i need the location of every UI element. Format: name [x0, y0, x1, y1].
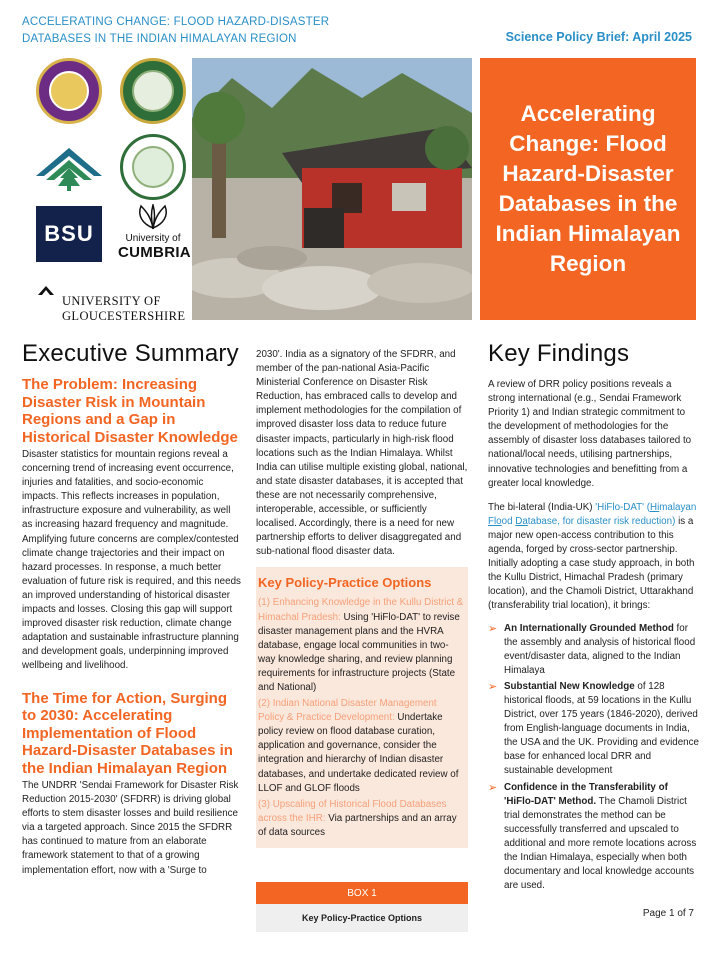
middle-column	[256, 348, 468, 848]
findings-p2-rest: is a major new open-access contribution to this agenda, forged by cross-sector partnership. Initially adopting a case study approach, in both the Kullu District, Himachal Pradesh (primary location), and the Chamoli District, Uttarakhand (transferability trial location), it brings:	[488, 515, 695, 612]
policy-item-title: Enhancing Knowledge in the Kullu District & Himachal Pradesh:	[258, 597, 464, 623]
page-number: Page 1 of 7	[642, 908, 694, 919]
header-brief-date: Science Policy Brief: April 2025	[505, 30, 692, 44]
main-title: Accelerating Change: Flood Hazard-Disaster Databases in the Indian Himalayan Region	[495, 101, 681, 276]
list-item	[488, 781, 700, 894]
header-line-1: ACCELERATING CHANGE: FLOOD HAZARD-DISASTER	[22, 16, 330, 28]
finding-text: of 128 historical floods, at 59 locations in the Kullu District, over 175 years (1846-2020), derived from English-language documents in India, the USA and the UK. Providing and evidence base for enhanced local DRR and sustainable development	[504, 680, 699, 777]
finding-title: Substantial New Knowledge	[504, 680, 635, 692]
cumbria-logo	[118, 204, 191, 261]
box-caption: Key Policy-Practice Options	[256, 904, 468, 932]
policy-item	[258, 596, 464, 695]
policy-options-box	[256, 567, 468, 848]
action-heading: The Time for Action, Surging to 2030: Accelerating Implementation of Flood Hazard-Disaster Databases in the Indian Himalayan Region	[22, 689, 233, 777]
policy-item-title: Indian National Disaster Management Policy & Practice Development:	[258, 698, 437, 724]
glos-line-1: UNIVERSITY OF	[62, 294, 161, 308]
list-item	[488, 680, 700, 779]
key-findings-heading: Key Findings	[488, 340, 630, 367]
policy-options-heading: Key Policy-Practice Options	[258, 575, 432, 591]
policy-item-title: Upscaling of Historical Flood Databases across the IHR:	[258, 798, 447, 824]
findings-paragraph-2	[488, 501, 700, 614]
box-label: BOX 1	[256, 882, 468, 904]
policy-item-text: Via partnerships and an array of data sources	[258, 812, 457, 838]
mountain-tree-logo	[34, 146, 104, 192]
photo-illustration	[192, 58, 472, 320]
cumbria-small-text: University of	[125, 233, 181, 244]
policy-item-text: Using 'HiFlo-DAT' to revise disaster management plans and the HVRA database, engage local communities in two-way knowledge sharing, and review planning requirements for infrastructure projects (State and National)	[258, 611, 460, 693]
institute-seal-logo	[120, 134, 186, 200]
policy-item-number: (3)	[258, 798, 270, 810]
gloucestershire-logo	[36, 284, 185, 324]
arrow-bullet-icon: ➢	[488, 622, 498, 635]
action-text: The UNDRR 'Sendai Framework for Disaster Risk Reduction 2015-2030' (SFDRR) is driving global efforts to stem disaster losses and build resilience via a targeted approach. Since 2015 the SFDRR has continued to mature from an elaborate framework statement to that of a growing implementation effort, now with a 'Surge to	[22, 780, 239, 876]
executive-summary-heading: Executive Summary	[22, 340, 239, 367]
problem-heading: The Problem: Increasing Disaster Risk in Mountain Regions and a Gap in Historical Disaster Knowledge	[22, 376, 238, 446]
findings-p2-intro: The bi-lateral (India-UK)	[488, 501, 593, 513]
glos-line-2: GLOUCESTERSHIRE	[62, 309, 186, 323]
title-panel	[480, 58, 696, 320]
flood-damage-photo	[192, 58, 472, 320]
executive-summary-column	[22, 340, 242, 878]
finding-text: The Chamoli District trial demonstrates the method can be successfully transferred and upscaled to additional and more remote locations across the Indian Himalaya, especially when both documentary and local knowledge accounts are used.	[504, 795, 697, 892]
key-findings-column	[488, 340, 700, 895]
cumbria-leaf-icon	[133, 204, 173, 230]
policy-item-number: (1)	[258, 597, 270, 609]
university-seal-logo	[36, 58, 102, 124]
policy-item	[258, 798, 464, 840]
header-line-2: DATABASES IN THE INDIAN HIMALAYAN REGION	[22, 33, 297, 45]
hiflo-dat-link[interactable]: 'HiFlo-DAT' (Himalayan Flood Database, for disaster risk reduction)	[488, 501, 697, 527]
findings-list	[488, 622, 700, 894]
header-series-title	[22, 14, 342, 48]
finding-title: An Internationally Grounded Method	[504, 622, 674, 634]
forestry-seal-logo	[120, 58, 186, 124]
finding-title: Confidence in the Transferability of 'HiFlo-DAT' Method.	[504, 781, 668, 807]
policy-item-number: (2)	[258, 698, 270, 710]
problem-text: Disaster statistics for mountain regions reveal a concerning trend of increasing event occurrence, injuries and fatalities, and socio-economic impacts. This reflects increases in population, infrastructure exposure and vulnerability, as well as increasing hazard frequency and magnitude. Amplifying future concerns are complex/contested climate change trajectories and their impact on hazard processes. In response, a much better evaluation of future risk is required, and this needs an improved understanding of historical disaster impacts and losses. Closing this gap will support improved disaster risk reduction, climate change adaptation and sustainable infrastructure planning and development goals, underpinning improved wellbeing and livelihood.	[22, 449, 241, 672]
bsu-logo: BSU	[36, 206, 102, 262]
finding-text: for the assembly and analysis of historical flood event/disaster data, aligned to the Indian Himalaya	[504, 622, 696, 676]
partner-logos	[24, 52, 194, 332]
continuation-text: 2030'. India as a signatory of the SFDRR, and member of the pan-national Asia-Pacific Ministerial Conference on Disaster Risk Reduction, has embraced calls to develop and implement methodologies for the compilation of improved disaster loss data to reduce future disaster impacts, particularly in high-risk flood locations such as the Indian Himalaya. Whilst India can utilise multiple existing global, national, and state disaster databases, it is accepted that these are not necessarily comprehensive, interoperable, accessible, or sufficiently localised. Accordingly, there is a need for new partnership efforts to deliver disaggregated and sub-national flood disaster data.	[256, 349, 468, 558]
cumbria-big-text: CUMBRIA	[118, 244, 191, 261]
arrow-bullet-icon: ➢	[488, 680, 498, 693]
policy-item	[258, 697, 464, 796]
gloucestershire-chevron-icon	[36, 284, 56, 296]
arrow-bullet-icon: ➢	[488, 781, 498, 794]
policy-item-text: Undertake policy review on flood database curation, application and governance, consider the integration and hierarchy of Indian disaster databases, and undertake dedicated review of LLOF and GLOF floods	[258, 712, 459, 794]
findings-paragraph-1: A review of DRR policy positions reveals a strong international (e.g., Sendai Framework Priority 1) and Indian strategic commitment to the development of methodologies for the assembly of disaster loss databases tailored to national/local needs, utilising partnerships, innovative technologies and benefitting from a greater local knowledge.	[488, 379, 692, 489]
list-item	[488, 622, 700, 678]
